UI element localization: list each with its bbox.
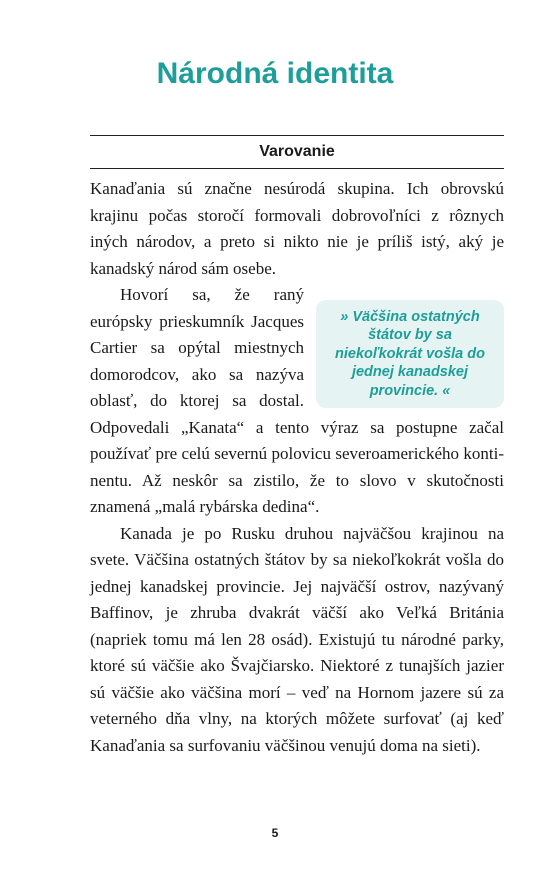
section-heading: Varovanie: [259, 143, 335, 160]
page-number: 5: [271, 826, 279, 840]
paragraph-2: Hovorí sa, že raný európsky prieskumník Jacques Cartier sa opýtal miestnych domorodcov, ako sa nazýva oblasť, do ktorej sa dostal. Odpovedali „Kanata“ a tento výraz sa postupne začal používať pre celú severnú polovicu severoamerického kontinentu. Až neskôr sa zistilo, že to slovo v skutočnosti znamená „malá rybárska dedina“.: [90, 285, 504, 516]
chapter-title: Národná identita: [156, 57, 394, 90]
section-top-rule: [90, 135, 504, 136]
pull-quote-text: » Väčšina ostatných štátov by sa niekoľkokrát vošla do jednej kanadskej provincie. «: [335, 308, 485, 399]
pull-quote-box: [316, 300, 504, 408]
paragraph-3: Kanada je po Rusku druhou najväčšou krajinou na svete. Väčšina ostatných štátov by sa niekoľkokrát vošla do jednej kanadskej provincie. Jej najväčší ostrov, nazývaný Baffinov, je zhruba dvakrát väčší ako Veľká Británia (napriek tomu má len 28 osád). Existujú tu národné parky, ktoré sú väčšie ako Švajčiarsko. Niektoré z tunajších jazier sú väčšie ako väčšina morí – veď na Hornom jazere sú za veterného dňa vlny, na ktorých môžete surfovať (aj keď Kanaďania sa surfovaniu väčšinou venujú doma na sieti).: [90, 523, 504, 755]
section-bottom-rule: [90, 168, 504, 169]
body-text: [90, 176, 504, 759]
paragraph-1: Kanaďania sú značne nesúrodá skupina. Ich obrovskú krajinu počas storočí formovali dobrovoľníci z rôznych iných národov, a preto si nikto nie je príliš istý, aký je kanadský národ sám osebe.: [90, 179, 504, 278]
